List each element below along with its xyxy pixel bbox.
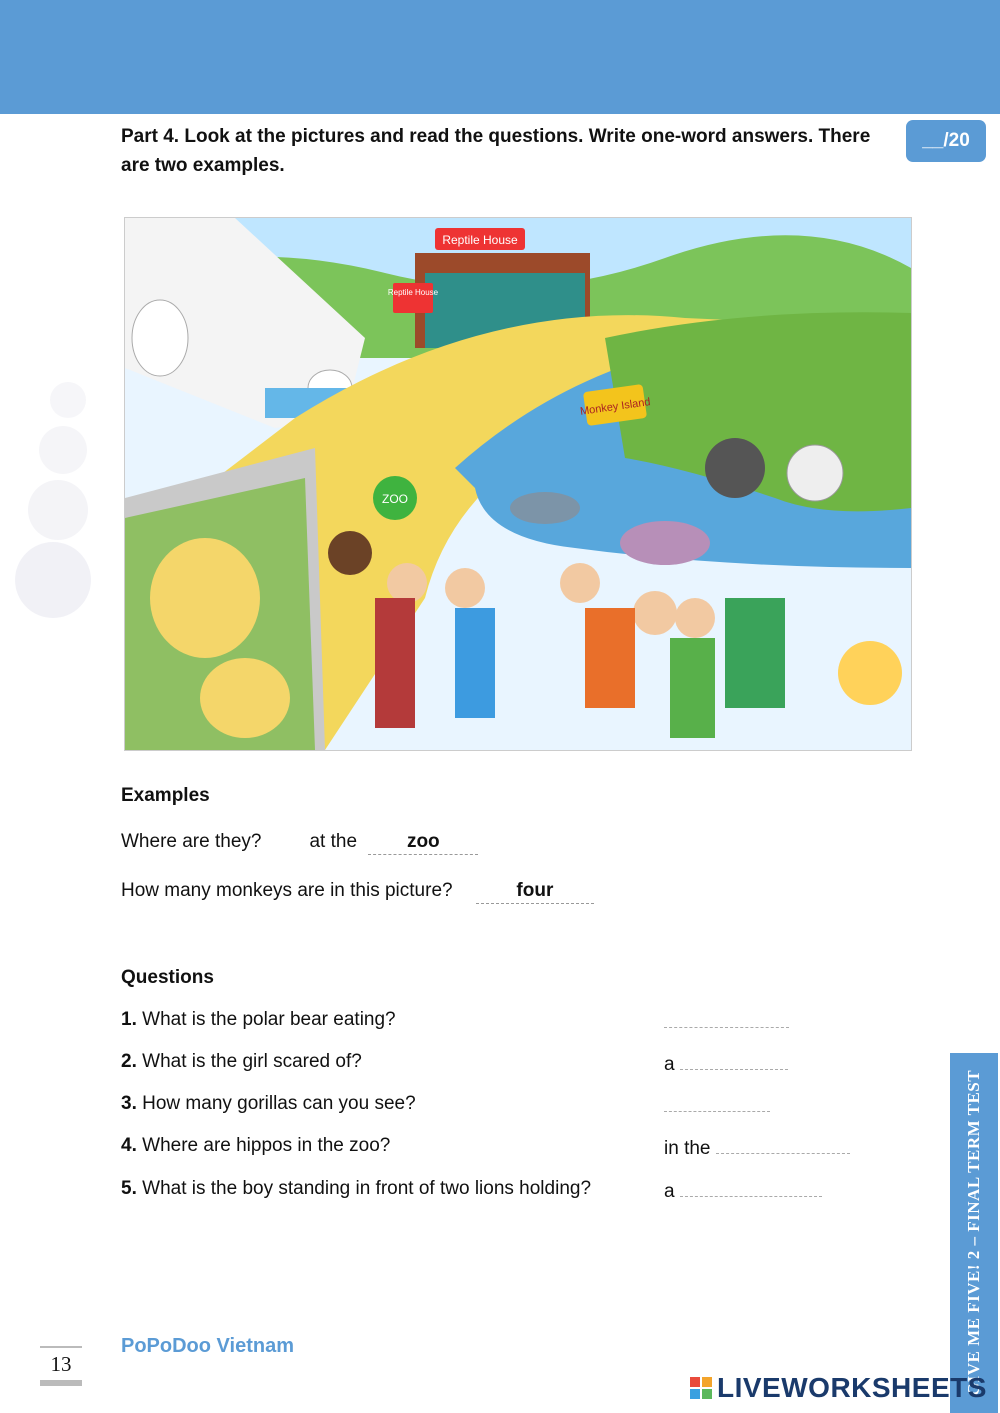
score-box: __/20 [906,120,986,162]
answer-4-field[interactable] [716,1135,850,1154]
example-2-answer: four [476,881,594,904]
example-1-prefix: at the [309,831,358,852]
example-1-answer: zoo [368,832,478,855]
question-3-number: 3. [121,1093,137,1114]
answer-4-prefix: in the [664,1138,711,1159]
answer-3-field[interactable] [664,1093,770,1112]
examples-heading: Examples [121,785,210,806]
answer-4-area [664,1135,850,1160]
liveworksheets-logo[interactable] [690,1372,987,1404]
questions-heading: Questions [121,967,214,988]
answer-1-area [664,1009,789,1034]
answer-2-prefix: a [664,1054,675,1075]
monkey-island-sign: Monkey Island [579,396,652,418]
example-2-question: How many monkeys are in this picture? [121,880,453,901]
question-4-text: Where are hippos in the zoo? [142,1135,391,1156]
answer-5-area [664,1178,822,1203]
question-2-number: 2. [121,1051,137,1072]
reptile-house-small-sign: Reptile House [387,288,439,297]
question-1 [121,1009,396,1031]
answer-1-field[interactable] [664,1009,789,1028]
zoo-scene-illustration [124,217,912,751]
question-3-text: How many gorillas can you see? [142,1093,416,1114]
question-5-number: 5. [121,1178,137,1199]
question-4 [121,1135,390,1157]
question-5 [121,1178,591,1200]
example-row-1 [121,831,478,855]
answer-5-prefix: a [664,1181,675,1202]
question-2 [121,1051,362,1073]
example-1-question: Where are they? [121,831,262,852]
answer-2-field[interactable] [680,1051,788,1070]
answer-5-field[interactable] [680,1178,822,1197]
answer-2-area [664,1051,788,1076]
liveworksheets-grid-icon [690,1377,712,1399]
zoo-balloon-label: ZOO [382,492,408,506]
header-band [0,0,1000,114]
side-tab-text: GIVE ME FIVE! 2 – FINAL TERM TEST [964,1069,983,1397]
question-3 [121,1093,416,1115]
page-number: 13 [40,1346,82,1377]
footer-brand: PoPoDoo Vietnam [121,1335,294,1357]
question-2-text: What is the girl scared of? [142,1051,362,1072]
reptile-house-sign: Reptile House [442,233,518,247]
popodoo-watermark-logo [8,350,108,670]
question-4-number: 4. [121,1135,137,1156]
question-5-text: What is the boy standing in front of two lions holding? [142,1178,592,1199]
page-number-bar [40,1380,82,1386]
example-row-2 [121,880,594,904]
side-tab [950,1053,998,1413]
liveworksheets-text: LIVEWORKSHEETS [717,1372,987,1403]
answer-3-area [664,1093,770,1118]
question-1-number: 1. [121,1009,137,1030]
part-instructions: Part 4. Look at the pictures and read the questions. Write one-word answers. There are two examples. [121,126,871,176]
question-1-text: What is the polar bear eating? [142,1009,396,1030]
